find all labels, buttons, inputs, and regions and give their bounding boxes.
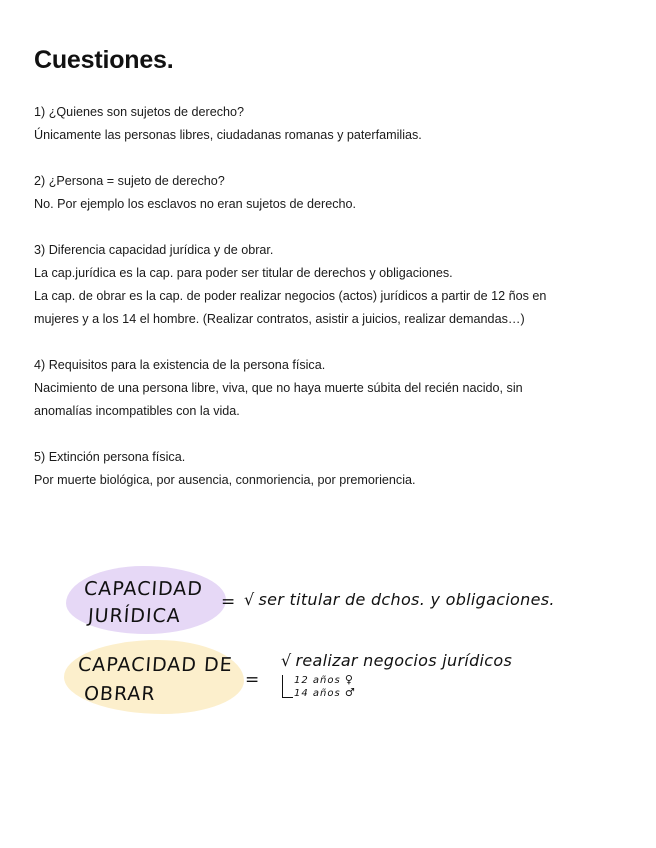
question-block-3 [34,239,626,331]
question-block-2 [34,170,626,216]
question-1: 1) ¿Quienes son sujetos de derecho? [34,105,245,119]
answer-5-line-1: Por muerte biológica, por ausencia, conmoriencia, por premoriencia. [34,473,416,487]
female-symbol-icon: ♀ [344,673,354,686]
page-title: Cuestiones. [34,46,174,74]
answer-1-line-1: Únicamente las personas libres, ciudadanas romanas y paterfamilias. [34,128,422,142]
answer-3-line-2: La cap. de obrar es la cap. de poder realizar negocios (actos) jurídicos a partir de 12 ños en [34,289,547,303]
question-4: 4) Requisitos para la existencia de la persona física. [34,358,326,372]
equals-sign-juridica: = [221,592,236,612]
question-block-1 [34,101,626,147]
capacidad-obrar-definition-text: realizar negocios jurídicos [295,651,513,670]
answer-4-line-2: anomalías incompatibles con la vida. [34,404,240,418]
answer-3-line-3: mujeres y a los 14 el hombre. (Realizar contratos, asistir a juicios, realizar demandas…) [34,312,525,326]
male-symbol-icon: ♂ [344,686,356,699]
capacidad-juridica-definition [244,590,555,609]
answer-3-line-1: La cap.jurídica es la cap. para poder ser titular de derechos y obligaciones. [34,266,453,280]
question-block-4 [34,354,626,423]
age-male: 14 años [294,688,341,699]
check-icon: √ [281,651,292,670]
question-3: 3) Diferencia capacidad jurídica y de obrar. [34,243,274,257]
age-female: 12 años [294,675,341,686]
answer-4-line-1: Nacimiento de una persona libre, viva, que no haya muerte súbita del recién nacido, sin [34,381,523,395]
age-male-line [294,687,356,699]
age-bracket-icon [282,675,293,698]
question-block-5 [34,446,626,492]
question-5: 5) Extinción persona física. [34,450,186,464]
capacidad-obrar-label-line1: CAPACIDAD DE [77,654,234,676]
question-2: 2) ¿Persona = sujeto de derecho? [34,174,225,188]
capacidad-juridica-label-line1: CAPACIDAD [83,578,204,600]
age-female-line [294,674,354,686]
capacidad-obrar-label-line2: OBRAR [83,683,157,705]
capacidad-obrar-definition [281,651,512,670]
equals-sign-obrar: = [245,670,260,690]
check-icon: √ [244,590,255,609]
capacidad-juridica-definition-text: ser titular de dchos. y obligaciones. [258,590,555,609]
answer-2-line-1: No. Por ejemplo los esclavos no eran sujetos de derecho. [34,197,357,211]
capacidad-juridica-label-line2: JURÍDICA [87,605,182,627]
